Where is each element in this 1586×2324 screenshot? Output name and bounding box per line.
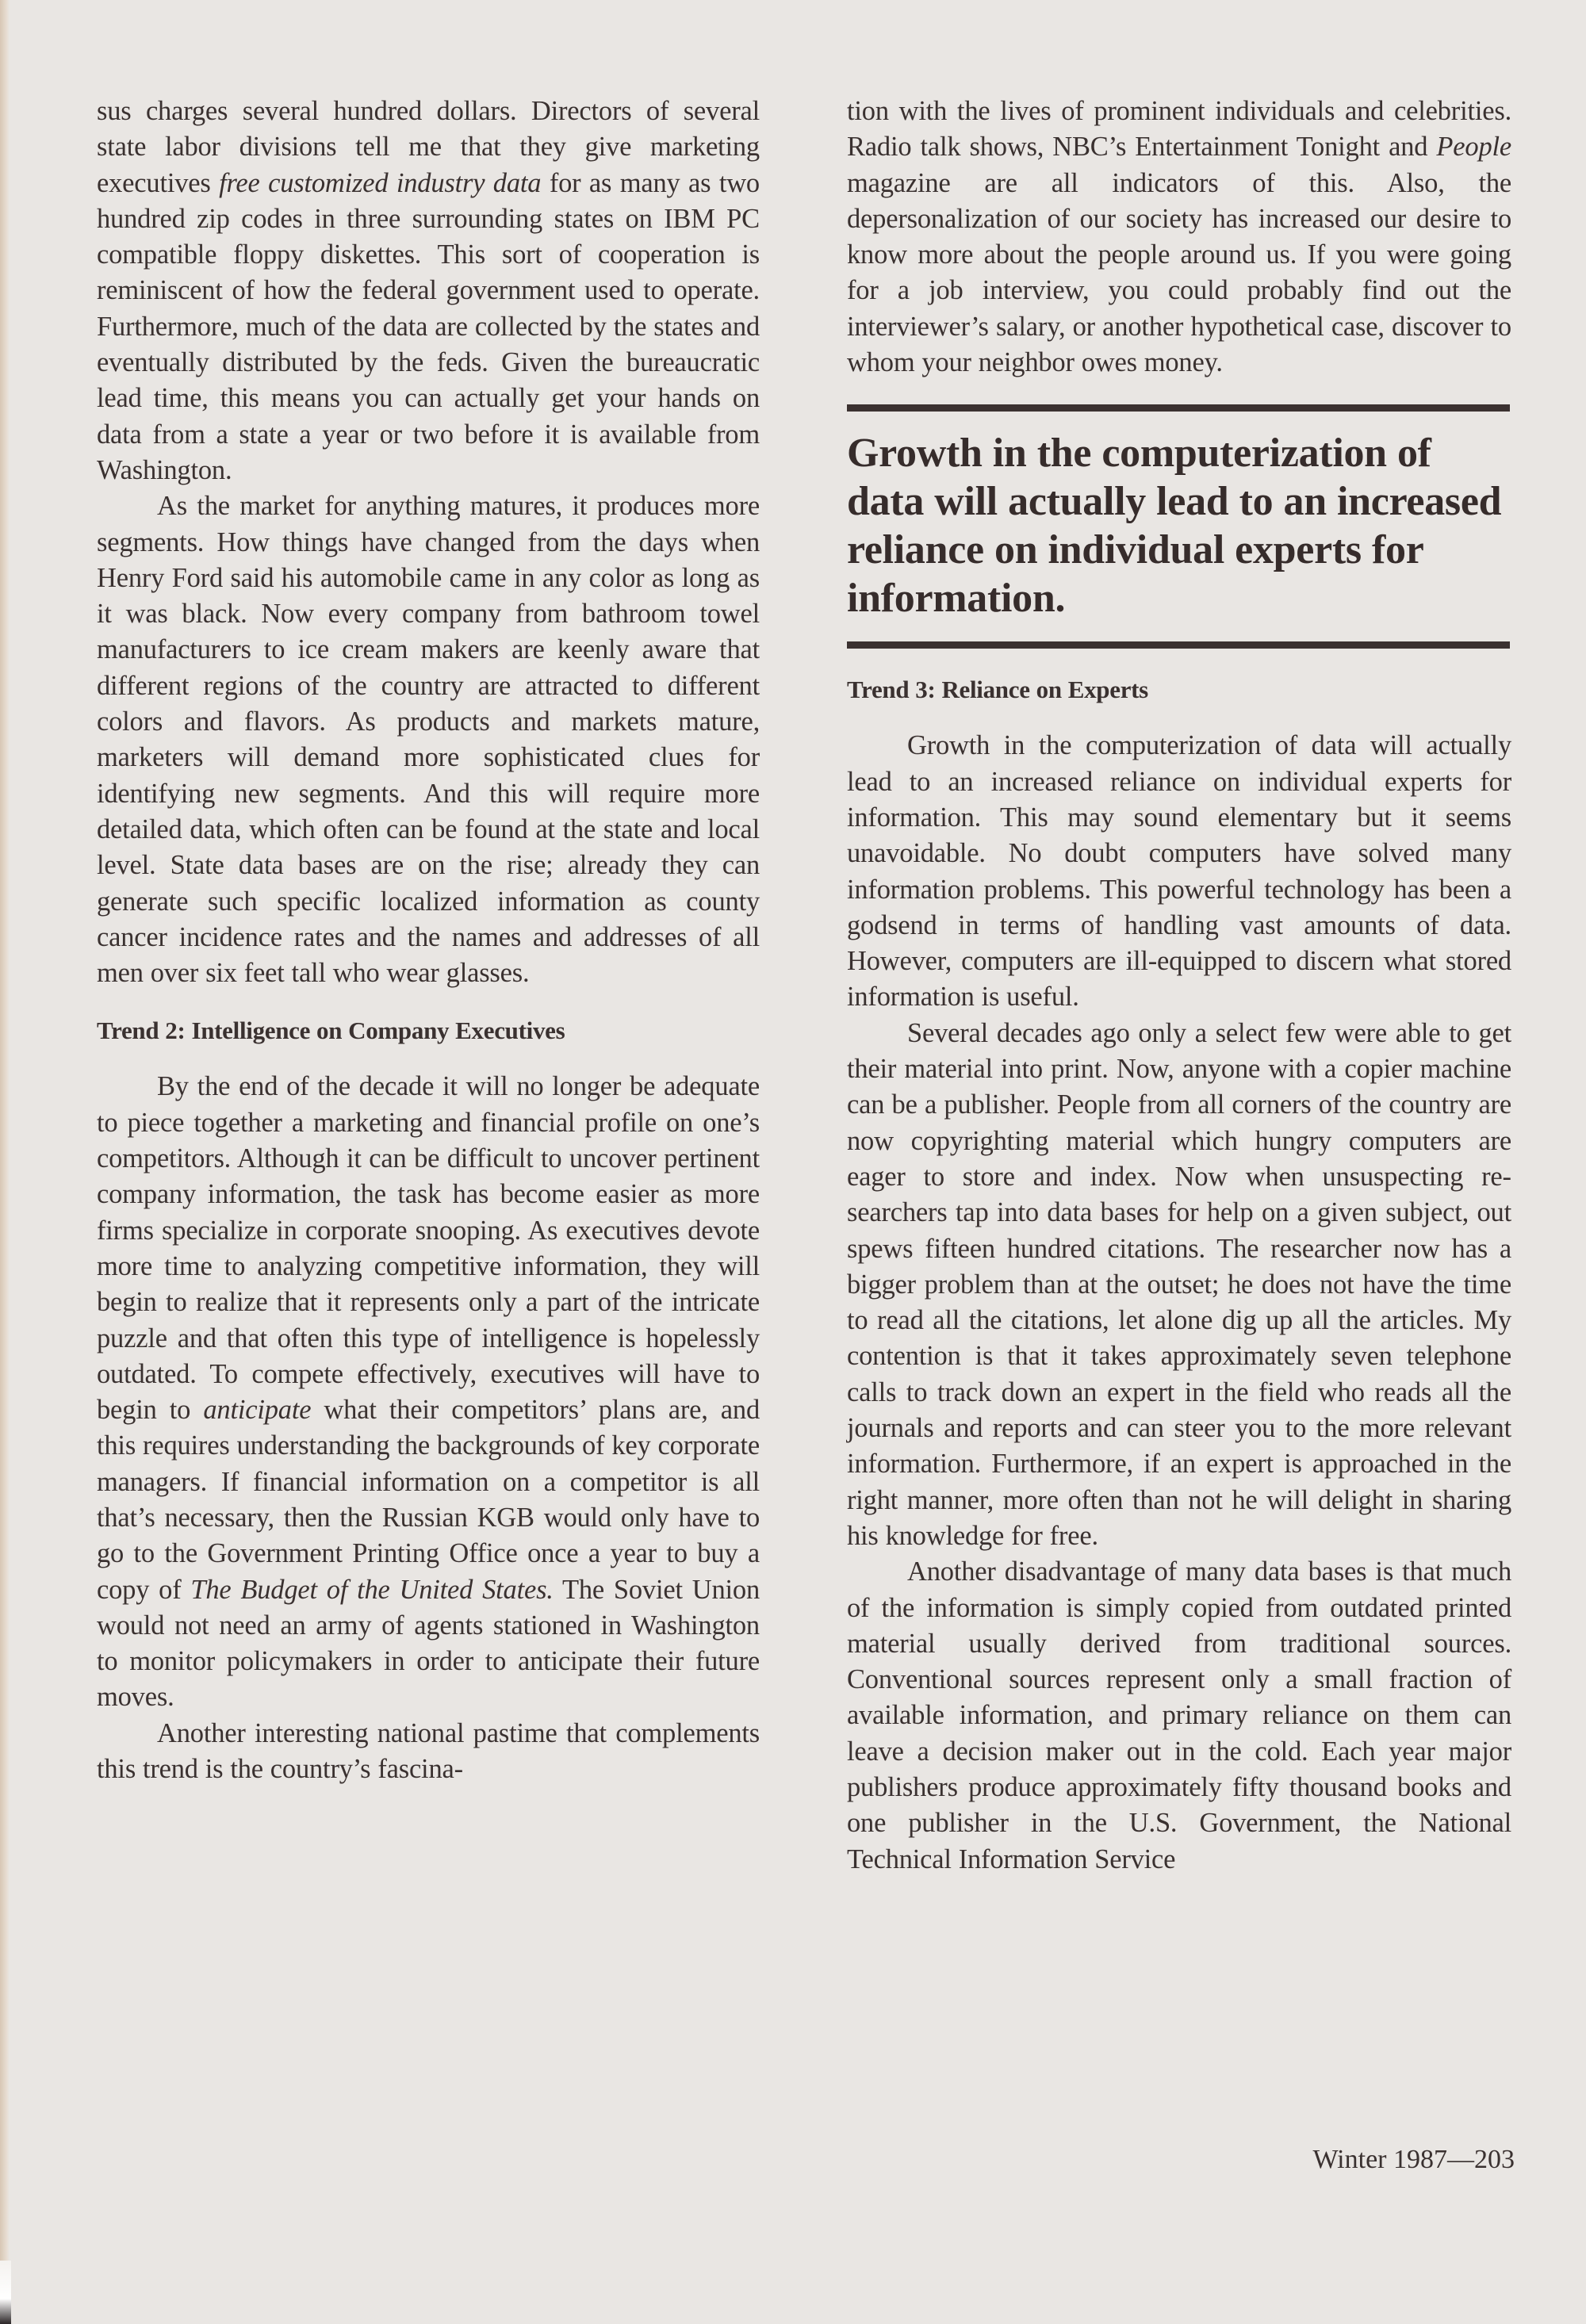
pull-quote-block <box>847 404 1511 649</box>
page-binding-edge <box>0 0 10 2324</box>
pull-quote-top-rule <box>847 404 1510 412</box>
page-folio: Winter 1987—203 <box>1312 2145 1515 2174</box>
trend-3-heading: Trend 3: Reliance on Experts <box>847 676 1148 704</box>
paragraph-market-segments: As the market for anything matures, it produces more segments. How things have changed from the days when Henry Ford said his automobile came in any color as long as it was black. Now every company from bathroom towel manufacturers to ice cream makers are keenly aware that different regions of the country are attracted to different colors and flavors. As products and markets mature, marketers will demand more sophisticated clues for identifying new segments. And this will require more detailed data, which often can be found at the state and local level. State data bases are on the rise; already they can generate such specific localized information as county cancer incidence rates and the names and addresses of all men over six feet tall who wear glasses. <box>97 491 760 989</box>
paragraph-state-labor-data: sus charges several hundred dollars. Directors of several state labor divisions tell me that they give marketing executives free customized industry data for as many as two hundred zip codes in three surrounding states on IBM PC compatible floppy diskettes. This sort of cooperation is reminiscent of how the federal government used to operate. Furthermore, much of the data are collected by the states and eventually distributed by the feds. Given the bureaucratic lead time, this means you can actually get your hands on data from a state a year or two before it is available from Washington. <box>97 96 760 485</box>
emphasis-people-magazine: People <box>1436 132 1511 163</box>
emphasis-free-customized-industry-data: free customized industry data <box>219 167 542 198</box>
left-column <box>97 94 760 1787</box>
paragraph-celebrity-fascination: tion with the lives of prominent individuals and celebrities. Radio talk shows, NBC’s Entertainment Tonight and People magazine are all indicators of this. Also, the depersonalization of our society has increased our desire to know more about the people around us. If you were going for a job interview, you could probably find out the interviewer’s salary, or another hypothetical case, discover to whom your neighbor owes money. <box>847 96 1511 378</box>
trend-2-heading: Trend 2: Intelligence on Company Executives <box>97 1017 565 1045</box>
emphasis-budget-title: The Budget of the United States. <box>190 1574 554 1605</box>
paragraph-national-pastime: Another interesting national pastime that complements this trend is the country’s fascina- <box>97 1717 760 1785</box>
paragraph-publishing-citations: Several decades ago only a select few were able to get their material into print. Now, anyone with a copier machine can be a publisher. People from all corners of the country are now copyrighting material which hungry computers are eager to store and index. Now when unsuspecting researchers tap into data bases for help on a given subject, out spews fifteen hundred citations. The researcher now has a bigger problem than at the outset; he does not have the time to read all the citations, let alone dig up all the articles. My contention is that it takes approximately seven telephone calls to track down an expert in the field who reads all the journals and reports and can steer you to the more relevant information. Furthermore, if an expert is approached in the right manner, more often than not he will delight in sharing his knowledge for free. <box>847 1017 1511 1551</box>
page-corner-shadow <box>0 2261 11 2324</box>
right-column <box>847 94 1511 1878</box>
pull-quote-bottom-rule <box>847 641 1510 649</box>
paragraph-database-disadvantage: Another disadvantage of many data bases is that much of the information is simply copied from outdated printed material usually derived from traditional sources. Conventional sources represent only a small fraction of available information, and primary reliance on them can leave a decision maker out in the cold. Each year major publishers produce approximately fifty thousand books and one publisher in the U.S. Government, the National Technical Information Service <box>847 1556 1511 1874</box>
pull-quote: Growth in the computerization of data will actually lead to an increased reliance on individual experts for information. <box>847 431 1502 622</box>
paragraph-company-executives: By the end of the decade it will no longer be adequate to piece together a marketing and financial profile on one’s competitors. Although it can be difficult to uncover pertinent company information, the task has become easier as more firms specialize in corporate snooping. As executives devote more time to analyzing competitive information, they will begin to realize that it represents only a part of the intricate puzzle and that often this type of intelligence is hopelessly outdated. To compete effectively, executives will have to begin to anticipate what their competitors’ plans are, and this requires understanding the backgrounds of key corporate managers. If financial information on a competitor is all that’s necessary, then the Russian KGB would only have to go to the Government Printing Office once a year to buy a copy of The Budget of the United States. The Soviet Union would not need an army of agents stationed in Washington to monitor policymakers in order to anticipate their future moves. <box>97 1071 760 1713</box>
paragraph-reliance-on-experts: Growth in the computerization of data will actually lead to an increased reliance on individual experts for information. This may sound elementary but it seems unavoidable. No doubt computers have solved many information problems. This powerful technology has been a godsend in terms of handling vast amounts of data. However, computers are ill-equipped to discern what stored information is useful. <box>847 730 1511 1013</box>
emphasis-anticipate: anticipate <box>203 1395 312 1426</box>
